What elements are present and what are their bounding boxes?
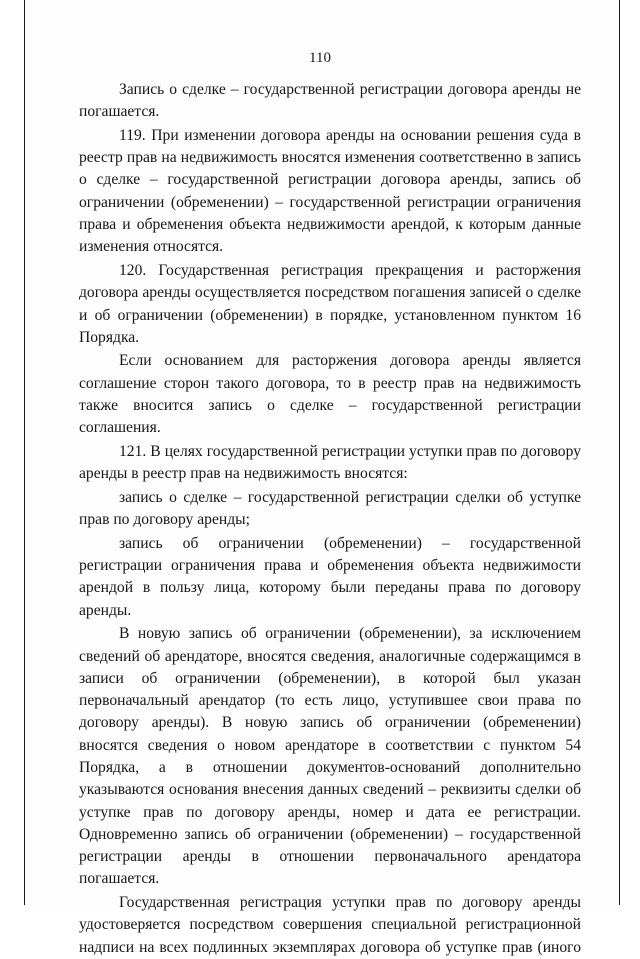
document-body xyxy=(79,79,581,959)
paragraph-119: 119. При изменении договора аренды на основании решения суда в реестр прав на недвижимость вносятся изменения соответственно в запись о сделке – государственной регистрации договора аренды, запись об ограничении (обременении) – государственной регистрации ограничения права и обременения объекта недвижимости арендой, к которым данные изменения относятся. xyxy=(79,126,581,256)
paragraph-registration-certification: Государственная регистрация уступки прав по договору аренды удостоверяется посредством совершения специальной регистрационной надписи на всех подлинных экземплярах договора об уступке прав (иного xyxy=(79,894,581,956)
paragraph-new-record: В новую запись об ограничении (обременении), за исключением сведений об арендаторе, вносятся сведения, аналогичные содержащимся в записи об ограничении (обременении), в которой был указан первоначальный арендатор (то есть лицо, уступившее свои права по договору аренды). В новую запись об ограничении (обременении) вносятся сведения о новом арендаторе в соответствии с пунктом 54 Порядка, а в отношении документов-оснований дополнительно указываются основания внесения данных сведений – реквизиты сделки об уступке прав по договору аренды, номер и дата ее регистрации. Одновременно запись об ограничении (обременении) – государственной регистрации аренды в отношении первоначального арендатора погашается. xyxy=(79,625,581,888)
page-number: 110 xyxy=(309,50,331,66)
paragraph-deal-record: запись о сделке – государственной регистрации сделки об уступке прав по договору аренды; xyxy=(79,488,581,529)
paragraph-121: 121. В целях государственной регистрации уступки прав по договору аренды в реестр прав на недвижимость вносятся: xyxy=(79,442,581,483)
paragraph-lease-record: Запись о сделке – государственной регистрации договора аренды не погашается. xyxy=(79,81,581,121)
paragraph-encumbrance-record: запись об ограничении (обременении) – государственной регистрации ограничения права и обременения объекта недвижимости арендой в пользу лица, которому были переданы права по договору аренды. xyxy=(79,534,581,619)
paragraph-termination-agreement: Если основанием для расторжения договора аренды является соглашение сторон такого договора, то в реестр прав на недвижимость также вносится запись о сделке – государственной регистрации соглашения. xyxy=(79,352,581,437)
paragraph-120: 120. Государственная регистрация прекращения и расторжения договора аренды осуществляется посредством погашения записей о сделке и об ограничении (обременении) в порядке, установленном пунктом 16 Порядка. xyxy=(79,261,581,346)
